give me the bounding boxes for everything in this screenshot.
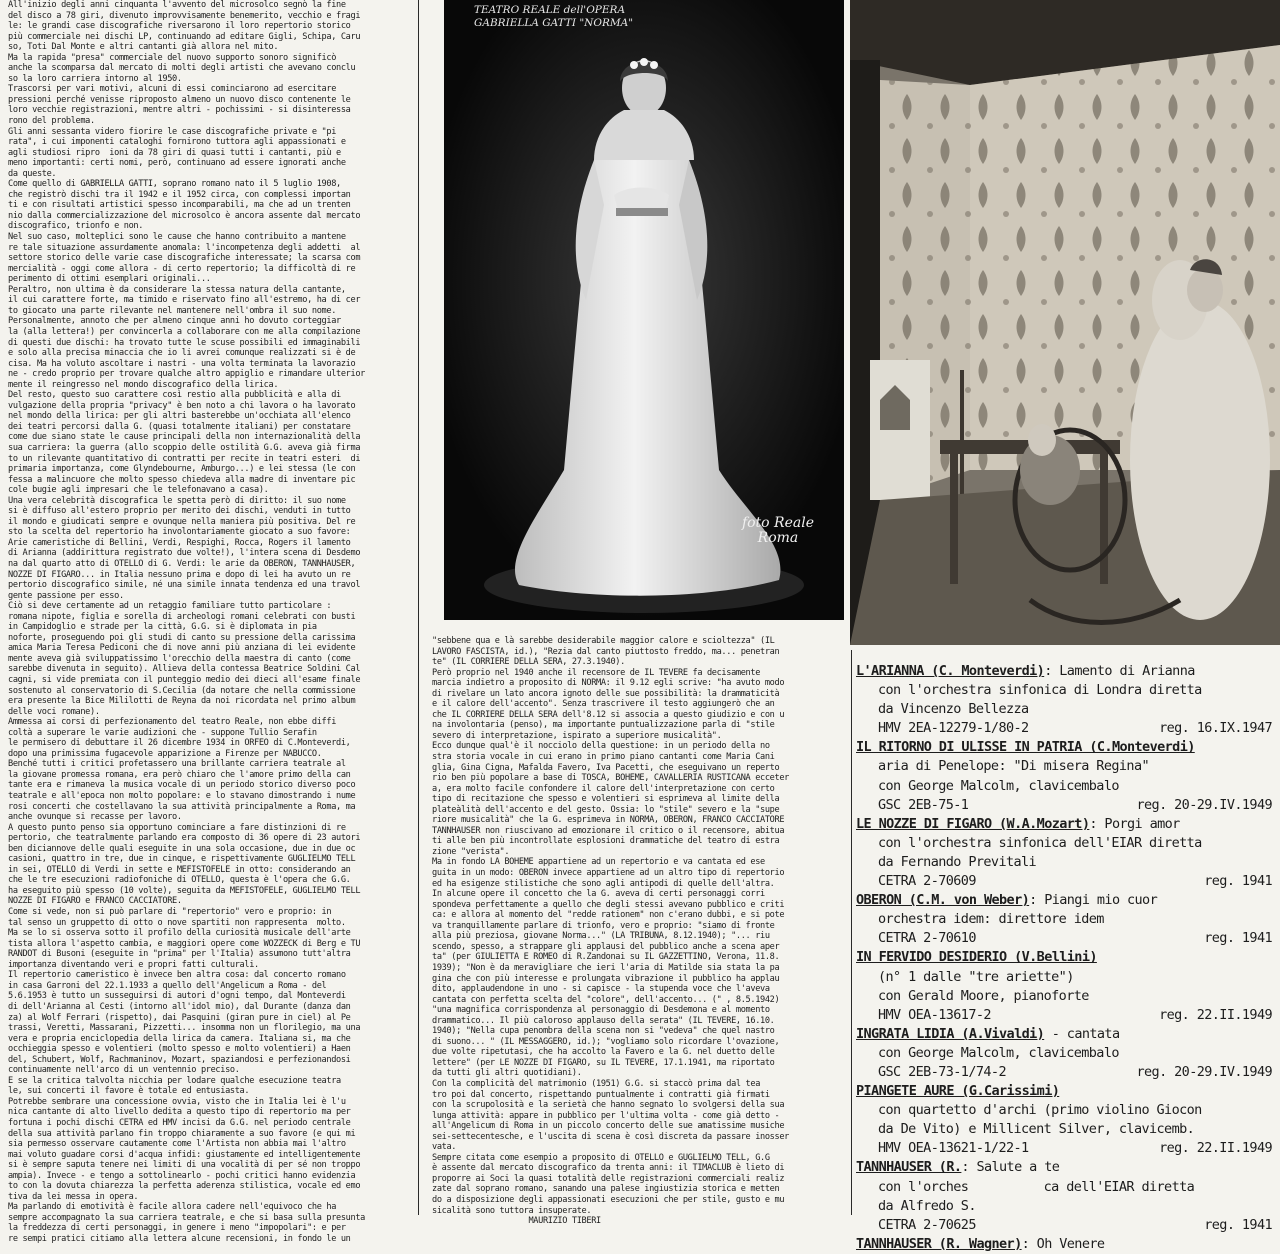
article-line: gente passione per esso. <box>8 590 124 601</box>
article-line: Però proprio nel 1940 anche il recensore de IL TEVERE fa decisamente <box>432 667 761 678</box>
article-column-left <box>8 0 404 1244</box>
article-line: mente aveva già sviluppatissimo l'orecchio della maestra di canto (come <box>8 653 351 664</box>
article-line: la giovane promessa romana, era però chiaro che l'amore primo della can <box>8 769 351 780</box>
article-line: ca: e allora al momento del "redde rationem" non c'erano dubbi, e si pote <box>432 910 785 921</box>
article-line: Gli anni sessanta videro fiorire le case discografiche private e "pi <box>8 126 337 137</box>
article-line: trassi, Veretti, Massarani, Pizzetti... insomma non un florilegio, ma una <box>8 1023 361 1034</box>
article-line: riore musicalità" che la G. esprimeva in NORMA, OBERON, FRANCO CACCIATORE <box>432 815 785 826</box>
article-line: tiva da lei messa in opera. <box>8 1191 139 1202</box>
article-line: di dell'Arianna al Cesti (intorno all'idol mio), dal Durante (danza dan <box>8 1001 351 1012</box>
discography-entry-title <box>856 662 1276 681</box>
article-line: ben diciannove delle quali eseguite in una sola occasione, due in due oc <box>8 843 356 854</box>
article-line: Del resto, questo suo carattere così restio alla pubblicità e alla di <box>8 390 341 401</box>
article-line: Ma la rapida "presa" commerciale del nuovo supporto sonoro significò <box>8 52 337 63</box>
discography-catalog-line <box>856 929 1276 948</box>
article-line: mai voluto guadare corsi d'acqua infidi: giustamente ed intelligentemente <box>8 1149 361 1160</box>
article-line: il cui carattere forte, ma timido e riservato fino all'estremo, ha di cer <box>8 295 361 306</box>
article-line: Ciò si deve certamente ad un retaggio familiare tutto particolare : <box>8 601 332 612</box>
discography-entry-title <box>856 1235 1276 1254</box>
article-line: del disco a 78 giri, divenuto improvvisamente benemerito, vecchio e fragi <box>8 10 361 21</box>
discography-detail: da De Vito) e Millicent Silver, clavicemb. <box>878 1121 1195 1138</box>
photo-gabriella-gatti-norma <box>444 0 844 620</box>
article-line: tal senso un gruppetto di otto o nove spartiti non rappresenta molto. <box>8 917 346 928</box>
article-line: mente il reingresso nel mondo discografico della lirica. <box>8 379 279 390</box>
discography-detail: con l'orches ca dell'EIAR diretta <box>878 1178 1195 1195</box>
article-line: Peraltro, non ultima è da considerare la stessa natura della cantante, <box>8 284 346 295</box>
article-line: re sempi pratici citiamo alla lettera alcune recensioni, in fondo le un <box>8 1233 351 1244</box>
article-line: coltà a superare le varie audizioni che - suppone Tullio Serafin <box>8 727 317 738</box>
article-line: RANDOT di Busoni (eseguite in "prima" per l'Italia) assumono tutt'altra <box>8 949 351 960</box>
article-line: in casa Garroni del 22.1.1933 a quello dell'Angelicum a Roma - del <box>8 980 327 991</box>
article-line: te" (IL CORRIERE DELLA SERA, 27.3.1940). <box>432 657 625 668</box>
catalog-number: GSC 2EB-75-1 <box>878 796 969 813</box>
article-line: A questo punto penso sia opportuno cominciare a fare distinzioni di re <box>8 822 346 833</box>
article-line: ti alle ben più incontrollate esplosioni drammatiche del teatro di estra <box>432 836 780 847</box>
discography-catalog-line <box>856 719 1276 738</box>
article-line: Come si vede, non si può parlare di "repertorio" vero e proprio: in <box>8 907 332 918</box>
article-line: 1940); "Nella cupa penombra della scena non si "vedeva" che quel nastro <box>432 1026 775 1037</box>
article-line: di questi due dischi: ha trovato tutte le scuse possibili ed immaginabili <box>8 337 361 348</box>
article-line: sostenuto al conservatorio di S.Cecilia (da notare che nella commissione <box>8 685 356 696</box>
article-line: "sebbene qua e là sarebbe desiderabile maggior calore e scioltezza" (IL <box>432 636 775 646</box>
recording-date: reg. 22.II.1949 <box>1159 1006 1272 1023</box>
article-line: to un rilevante quantitativo di contratti per recite in teatri esteri di <box>8 453 361 464</box>
discography-detail: con George Malcolm, clavicembalo <box>878 777 1119 794</box>
article-line: Come quello di GABRIELLA GATTI, soprano romano nato il 5 luglio 1908, <box>8 179 341 190</box>
article-line: importanza diventando veri e propri fatti culturali. <box>8 959 259 970</box>
article-line: do a disposizione degli appassionati esecuzioni che per stile, gusto e mu <box>432 1194 785 1205</box>
discography-detail: con l'orchestra sinfonica di Londra diretta <box>878 682 1202 699</box>
work-title: IL RITORNO DI ULISSE IN PATRIA (C.Monteverdi) <box>856 739 1195 756</box>
article-line: sempre accompagnato la sua carriera teatrale, e che si basa sulla presunta <box>8 1212 365 1223</box>
article-line: zione "verista". <box>432 846 510 857</box>
article-line: so, Toti Dal Monte e altri cantanti già allora nel mito. <box>8 42 279 53</box>
recording-date: reg. 22.II.1949 <box>1159 1140 1272 1157</box>
article-line: sto la scelta del repertorio ha involontariamente giocato a suo favore: <box>8 527 351 538</box>
article-line: 1939); "Non è da meravigliare che ieri l'aria di Matilde sia stata la pa <box>432 962 780 973</box>
article-line: vata. <box>432 1142 457 1153</box>
article-line: re tale situazione assurdamente anomala: l'incompetenza degli addetti al <box>8 242 361 253</box>
article-line: pertorio discografico simile, né una simile innata tendenza ed una travol <box>8 580 361 591</box>
article-line: che IL CORRIERE DELLA SERA dell'8.12 si associa a questo giudizio e con u <box>432 709 785 720</box>
article-line: severo di interpretazione, ispirato a superiore musicalità". <box>432 730 722 741</box>
work-title: TANNHAUSER (R. <box>856 1159 962 1176</box>
article-line: agli studiosi ripro ioni da 78 giri di quasi tutti i cantanti, più e <box>8 147 341 158</box>
work-excerpt: : Oh Venere <box>1021 1235 1105 1252</box>
article-line: cagni, si vide premiata con il punteggio medio dei dieci all'esame finale <box>8 675 361 685</box>
article-line: alla più preziosa, giovane Norma..." (LA TRIBUNA, 8.12.1940); "... riu <box>432 931 770 942</box>
article-line: da tutti gli altri quotidiani). <box>432 1068 582 1079</box>
article-line: mercialità - oggi come allora - di certo repertorio; la difficoltà di re <box>8 263 356 274</box>
article-line: Potrebbe sembrare una concessione ovvia, visto che in Italia lei è l'u <box>8 1096 346 1107</box>
article-line: pressioni perché venisse riproposto almeno un nuovo disco contenente le <box>8 94 351 105</box>
article-line: occhieggia spesso e volentieri (molto spesso e molto volentieri) a Haen <box>8 1044 351 1055</box>
discography-detail: da Vincenzo Bellezza <box>878 701 1029 718</box>
article-line: tista allora l'aspetto cambia, e maggiori opere come WOZZECK di Berg e TU <box>8 938 361 949</box>
article-line: a, era molto facile confondere il calore dell'interpretazione con certo <box>432 783 775 794</box>
article-line: loro vecchie registrazioni, mentre altri - pochissimi - si disinteressa <box>8 105 351 116</box>
article-line: dei teatri percorsi dalla G. (quasi totalmente italiani) per constatare <box>8 421 351 432</box>
article-line: le: le grandi case discografiche riversarono il loro repertorio storico <box>8 21 351 32</box>
article-line: plateàlità dell'accento e del gesto. Ossia: lo "stile" severo e la "supe <box>432 804 780 815</box>
article-line: Una vera celebrità discografica le spetta però di diritto: il suo nome <box>8 495 346 506</box>
article-line: scendo, spesso, a strappare gli applausi del pubblico anche a scena aper <box>432 941 780 952</box>
article-line: sua carriera: la guerra (allo scoppio delle ostilità G.G. aveva già firma <box>8 442 361 453</box>
article-line: ha eseguito più spesso (10 volte), seguita da MEFISTOFELE, GUGLIELMO TELL <box>8 885 361 896</box>
discography-detail: (n° 1 dalle "tre ariette") <box>878 968 1074 985</box>
article-line: anche la scomparsa dal mercato di molti degli artisti che avevano conclu <box>8 63 356 74</box>
article-line: sia permesso osservare cautamente come l'Artista non abbia mai l'altro <box>8 1139 346 1150</box>
recording-date: reg. 1941 <box>1204 930 1272 947</box>
recording-date: reg. 1941 <box>1204 1216 1272 1233</box>
article-line: Il repertorio cameristico è invece ben altra cosa: dal concerto romano <box>8 970 346 981</box>
article-line: zate dal soprano romano, sanando una palese ingiustizia storica e metten <box>432 1184 780 1195</box>
article-line: con la scrupolosità e la serietà che hanno segnato lo svolgersi della sua <box>432 1100 785 1111</box>
scene-illustration <box>850 0 1280 645</box>
article-line: Trascorsi per vari motivi, alcuni di essi cominciarono ad esercitare <box>8 84 337 95</box>
discography-detail: orchestra idem: direttore idem <box>878 911 1104 928</box>
discography-detail: da Fernando Previtali <box>878 853 1037 870</box>
article-line: stra storia vocale in cui erano in primo piano cantanti come Maria Cani <box>432 752 775 763</box>
recording-date: reg. 1941 <box>1204 873 1272 890</box>
article-line: Personalmente, annoto che per almeno cinque anni ho dovuto corteggiar <box>8 316 341 327</box>
article-line: all'Angelicum di Roma in un piccolo concerto delle sue amatissime musiche <box>432 1121 785 1132</box>
discography-entry-title <box>856 1082 1276 1101</box>
article-line: meno importanti: certi nomi, però, continuano ad essere ignorati anche <box>8 158 346 169</box>
work-title: TANNHAUSER (R. Wagner) <box>856 1235 1022 1252</box>
article-line: era presente la Bice Mililotti de Reyna da noi ricordata nel primo album <box>8 696 356 707</box>
article-line: di rivelare un lato ancora ignoto delle sue possibilità: la drammaticità <box>432 688 780 699</box>
article-line: Ma parlando di emotività è facile allora cadere nell'equivoco che ha <box>8 1202 337 1213</box>
article-line: le permisero di debuttare il 26 dicembre 1934 in ORFEO di C.Monteverdi, <box>8 738 351 749</box>
article-line: sicalità sono tuttora insuperate. <box>432 1205 592 1216</box>
article-line: lettere" (per LE NOZZE DI FIGARO, su IL TEVERE, 17.1.1941, ma riportato <box>432 1057 775 1068</box>
article-line: marcia indietro a proposito di NORMA: il 9.12 egli scrive: "ha avuto modo <box>432 678 785 689</box>
photo-caption-singer: GABRIELLA GATTI "NORMA" <box>474 17 634 29</box>
article-line: ta" (per GIULIETTA E ROMEO di R.Zandonai su IL GAZZETTINO, Verona, 11.8. <box>432 952 780 963</box>
column-divider-right <box>851 650 852 1215</box>
article-line: Nel suo caso, molteplici sono le cause che hanno contribuito a mantene <box>8 232 346 243</box>
article-line: vulgazione della propria "privacy" è ben noto a chi lavora o ha lavorato <box>8 400 356 411</box>
article-line: ti e con risultati artistici spesso incomparabili, ma che ad un trenten <box>8 200 351 211</box>
discography-catalog-line <box>856 796 1276 815</box>
work-excerpt: : Piangi mio cuor <box>1029 892 1158 909</box>
discography-detail: con Gerald Moore, pianoforte <box>878 987 1089 1004</box>
article-line: primaria importanza, come Glyndebourne, Amburgo...) e lei stessa (le con <box>8 464 356 475</box>
discography-list <box>856 662 1276 1252</box>
article-line: Ma se lo si osserva sotto il profilo della curiosità musicale dell'arte <box>8 928 351 939</box>
article-line: Ecco dunque qual'è il nocciolo della questione: in un periodo della no <box>432 741 770 752</box>
article-line: to con la dovuta chiarezza la perfetta aderenza stilistica, vocale ed emo <box>8 1181 361 1192</box>
article-line: che le tre esecuzioni radiofoniche di OTELLO, questa è l'opera che G.G. <box>8 875 351 886</box>
article-line: ed ha esigenze stilistiche che sono agli antipodi di quelle dell'altra. <box>432 878 775 889</box>
article-line: da queste. <box>8 168 57 179</box>
article-line: la (alla lettera!) per convincerla a collaborare con me alla compilazione <box>8 326 361 337</box>
work-excerpt: : Lamento di Arianna <box>1044 663 1195 679</box>
article-line: nio dalla commercializzazione del microsolco è ancora assente dal mercato <box>8 210 361 221</box>
article-line: che registrò dischi tra il 1942 e il 1952 circa, con complessi importan <box>8 189 351 200</box>
article-line: rosi concerti che costellavano la sua attività principalmente a Roma, ma <box>8 801 356 812</box>
article-line: la freddezza di certi personaggi, in genere i meno "impopolari": e per <box>8 1223 346 1234</box>
article-line: Ma in fondo LA BOHEME appartiene ad un repertorio e va cantata ed ese <box>432 857 765 868</box>
article-line: sarebbe divenuta in seguito). Allieva della contessa Beatrice Soldini Cal <box>8 664 361 675</box>
article-line: perimento di ottimi esemplari originali... <box>8 274 211 285</box>
article-line: della sua attività parlano fin troppo chiaramente a suo favore (e qui mi <box>8 1128 356 1139</box>
article-line: in Campidoglio e strade per la città, G.G. si è diplomata in pia <box>8 622 317 633</box>
recording-date: reg. 20-29.IV.1949 <box>1136 796 1272 813</box>
catalog-number: CETRA 2-70609 <box>878 873 976 890</box>
article-line: proporre ai Soci la quasi totalità delle registrazioni commerciali realiz <box>432 1173 785 1184</box>
article-line: del, Schubert, Wolf, Rachmaninov, Mozart, spaziandosi e perfezionandosi <box>8 1054 351 1065</box>
discography-detail: da Alfredo S. <box>878 1197 976 1214</box>
article-line: le, sui concerti il favore è totale ed entusiasta. <box>8 1086 250 1097</box>
article-line: E se la critica talvolta nicchia per lodare qualche esecuzione teatra <box>8 1075 341 1086</box>
catalog-number: HMV 2EA-12279-1/80-2 <box>878 720 1029 737</box>
article-line: casioni, quattro in tre, due in cinque, e rispettivamente GUGLIELMO TELL <box>8 854 356 865</box>
catalog-number: HMV OEA-13617-2 <box>878 1006 991 1023</box>
article-line: spondeva perfettamente a quello che degli stessi avevano pubblico e criti <box>432 899 785 910</box>
article-line: ne - credo proprio per trovare qualche altro appiglio e rimandare ulterior <box>8 369 365 380</box>
article-line: e il calore dell'accento". Senza trascrivere il testo aggiungerò che an <box>432 699 775 710</box>
article-line: Sempre citata come esempio a proposito di OTELLO e GUGLIELMO TELL, G.G <box>432 1152 770 1163</box>
discography-catalog-line <box>856 1006 1276 1025</box>
article-line: na involontaria (penso), ma importante puntualizzazione parla di "stile <box>432 720 775 731</box>
article-line: so la loro carriera intorno al 1950. <box>8 73 182 84</box>
work-excerpt: : Porgi amor <box>1089 815 1180 832</box>
article-line: di suono... " (IL MESSAGGERO, id.); "vogliamo solo ricordare l'ovazione, <box>432 1036 780 1047</box>
catalog-number: CETRA 2-70610 <box>878 930 976 947</box>
article-line: cantata con perfetta scelta del "colore", dell'accento... (" , 8.5.1942) <box>432 994 780 1005</box>
article-line: romana nipote, figlia e sorella di archeologi romani celebrati con busti <box>8 611 356 622</box>
article-line: amica Maria Teresa Pediconi che di nove anni più anziana di lei evidente <box>8 643 356 654</box>
article-line: gina che con più interesse e prolungata vibrazione il pubblico ha applau <box>432 973 780 984</box>
article-line: ampia). Invece - e tengo a sottolinearlo - pochi critici hanno evidenzia <box>8 1170 356 1181</box>
article-line: dopo una primissima fugacevole apparizione a Firenze per NABUCCO. <box>8 748 322 759</box>
article-line: LAVORO FASCISTA, id.), "Rezia dal canto piuttosto freddo, ma... penetran <box>432 646 780 657</box>
article-line: glia, Gina Cigna, Mafalda Favero, Iva Pacetti, che eseguivano un reperto <box>432 762 780 773</box>
article-line: nica cantante di alto livello dedita a questo tipo di repertorio ma per <box>8 1107 351 1118</box>
article-line: Con la complicità del matrimonio (1951) G.G. si staccò prima dal tea <box>432 1078 761 1089</box>
discography-detail: con George Malcolm, clavicembalo <box>878 1044 1119 1061</box>
discography-entry-title <box>856 1158 1276 1177</box>
discography-detail: aria di Penelope: "Di misera Regina" <box>878 758 1149 775</box>
article-line: come due siano state le cause principali della non internazionalità della <box>8 432 361 443</box>
article-line: si è diffuso all'estero proprio per merito dei dischi, venduti in tutto <box>8 506 351 517</box>
catalog-number: CETRA 2-70625 <box>878 1216 976 1233</box>
article-line: continuamente nell'arco di un ventennio preciso. <box>8 1065 240 1076</box>
article-line: tro poi dal concerto, rispettando puntualmente i contratti già firmati <box>432 1089 770 1100</box>
article-line: rata", i cui imponenti cataloghi fornirono tuttora agli appassionati e <box>8 137 346 148</box>
work-title: PIANGETE AURE (G.Carissimi) <box>856 1083 1060 1100</box>
article-line: rio ben più popolare a base di TOSCA, BOHEME, CAVALLERIA RUSTICANA ecceter <box>432 773 789 784</box>
article-line: tipo di recitazione che spesso e volentieri si esprimeva al limite della <box>432 794 780 805</box>
article-line: si è sempre saputa tenere nei limiti di una vocalità di per sé non troppo <box>8 1160 361 1171</box>
article-line: Benché tutti i critici profetassero una brillante carriera teatrale al <box>8 759 346 770</box>
article-column-middle <box>432 636 844 1227</box>
article-line: Arie cameristiche di Bellini, Verdi, Respighi, Rocca, Rogers il lamento <box>8 537 351 548</box>
article-line: due volte ripetutasi, che ha accolto la Favero e la G. nel duetto delle <box>432 1047 775 1058</box>
column-divider <box>418 0 419 1215</box>
work-title: OBERON (C.M. von Weber) <box>856 892 1030 909</box>
article-line: anche ovunque si recasse per lavoro. <box>8 812 182 823</box>
article-line: NOZZE DI FIGARO... in Italia nessuno prima e dopo di lei ha avuto un re <box>8 569 351 580</box>
article-line: e solo alla precisa minaccia che io li avrei comunque realizzati si è de <box>8 348 356 359</box>
article-line: sei-settecentesche, e l'uscita di scena è così discreta da passare inosser <box>432 1131 789 1142</box>
recording-date: reg. 20-29.IV.1949 <box>1136 1063 1272 1080</box>
article-line: in sei, OTELLO di Verdi in sette e MEFISTOFELE in otto: considerando an <box>8 864 351 875</box>
work-title: IN FERVIDO DESIDERIO (V.Bellini) <box>856 949 1097 966</box>
article-line: fessa a malincuore che molto spesso chiedeva alla madre di inventare pic <box>8 474 356 485</box>
discography-detail: con l'orchestra sinfonica dell'EIAR diretta <box>878 834 1202 851</box>
photo-stage-scene <box>850 0 1280 645</box>
article-line: All'inizio degli anni cinquanta l'avvento del microsolco segnò la fine <box>8 0 346 10</box>
article-line: teatrale e all'epoca non molto popolare: e lo stavano dimostrando i nume <box>8 791 356 802</box>
work-excerpt: - cantata <box>1044 1025 1120 1042</box>
article-line: tante era e rimaneva la musica vocale di un periodo storico diverso poco <box>8 780 356 791</box>
article-line: In alcune opere il concetto che la G. aveva di certi personaggi corri <box>432 889 765 900</box>
article-line: di Arianna (addirittura registrato due volte!), l'intera scena di Desdemo <box>8 548 361 559</box>
article-line: 5.6.1953 è tutto un susseguirsi di autori d'ogni tempo, dal Monteverdi <box>8 991 346 1002</box>
article-line: rono del problema. <box>8 116 95 127</box>
article-line: na dal quarto atto di OTELLO di G. Verdi: le arie da OBERON, TANNHAUSER, <box>8 558 356 569</box>
photo-caption-theatre: TEATRO REALE dell'OPERA <box>474 4 626 16</box>
discography-entry-title <box>856 948 1276 967</box>
discography-entry-title <box>856 738 1276 757</box>
work-excerpt: : Salute a te <box>961 1159 1060 1176</box>
recording-date: reg. 16.IX.1947 <box>1159 720 1272 737</box>
discography-entry-title <box>856 1025 1276 1044</box>
article-line: discografico, trionfo e non. <box>8 221 144 232</box>
work-title: LE NOZZE DI FIGARO (W.A.Mozart) <box>856 815 1090 832</box>
article-line: za) al Wolf Ferrari (rispetto), dai Pasquini (giran pure in ciel) al Pe <box>8 1012 351 1023</box>
article-line: fortuna i pochi dischi CETRA ed HMV incisi da G.G. nel periodo centrale <box>8 1117 351 1128</box>
article-line: delle voci romane). <box>8 706 100 717</box>
article-line: pertorio, che teatralmente parlando era composto di 36 opere di 23 autori <box>8 833 361 844</box>
article-line: lunga attività: appare in pubblico per l'ultima volta - come già detto - <box>432 1110 780 1121</box>
article-line: dito, applaudendone in uno - si capisce - la stupenda voce che l'aveva <box>432 984 770 995</box>
article-line: il mondo e giudicati sempre e ovunque nella maniera più positiva. Del re <box>8 516 356 527</box>
article-line: Ammessa ai corsi di perfezionamento del teatro Reale, non ebbe diffi <box>8 717 337 728</box>
article-line: noforte, proseguendo poi gli studi di canto su pressione della carissima <box>8 632 356 643</box>
article-line: TANNHAUSER non riuscivano ad emozionare il critico o il recensore, abitua <box>432 825 785 836</box>
article-line: più commerciale nei dischi LP, continuando ad editare Gigli, Schipa, Caru <box>8 31 361 42</box>
article-line: cole bugie agli impresari che le telefonavano a casa). <box>8 485 269 496</box>
article-line: è assente dal mercato discografico da trenta anni: il TIMACLUB è lieto di <box>432 1163 785 1174</box>
discography-catalog-line <box>856 1139 1276 1158</box>
article-line: MAURIZIO TIBERI <box>432 1216 601 1227</box>
discography-catalog-line <box>856 872 1276 891</box>
article-line: va tranquillamente parlare di trionfo, vero e proprio: "siamo di fronte <box>432 920 775 931</box>
article-line: to giocato una parte rilevante nel mantenere nell'ombra il suo nome. <box>8 305 337 316</box>
discography-entry-title <box>856 815 1276 834</box>
article-line: drammatico... Il più caloroso applauso della serata" (IL TEVERE, 16.10. <box>432 1015 775 1026</box>
discography-catalog-line <box>856 1063 1276 1082</box>
work-title: L'ARIANNA (C. Monteverdi) <box>856 663 1045 679</box>
article-line: NOZZE DI FIGARO e FRANCO CACCIATORE. <box>8 896 182 907</box>
article-line: nel mondo della lirica: per gli altri basterebbe un'occhiata all'elenco <box>8 411 351 422</box>
article-line: vera e propria enciclopedia della lirica da camera. Italiana si, ma che <box>8 1033 351 1044</box>
work-title: INGRATA LIDIA (A.Vivaldi) <box>856 1025 1045 1042</box>
article-line: "una magnifica corrispondenza al personaggio di Desdemona e al momento <box>432 1005 770 1016</box>
catalog-number: GSC 2EB-73-1/74-2 <box>878 1063 1006 1080</box>
discography-catalog-line <box>856 1216 1276 1235</box>
discography-detail: con quartetto d'archi (primo violino Giocon <box>878 1102 1202 1119</box>
article-line: settore storico delle varie case discografiche interessate; la scarsa com <box>8 253 361 264</box>
article-line: guita in un modo: OBERON invece appartiene ad un altro tipo di repertorio <box>432 868 785 879</box>
photographer-stamp: foto Reale Roma <box>741 515 814 546</box>
catalog-number: HMV OEA-13621-1/22-1 <box>878 1140 1029 1157</box>
discography-entry-title <box>856 891 1276 910</box>
article-line: cisa. Ma ha voluto ascoltare i nastri - una volta terminata la lavorazio <box>8 358 356 369</box>
